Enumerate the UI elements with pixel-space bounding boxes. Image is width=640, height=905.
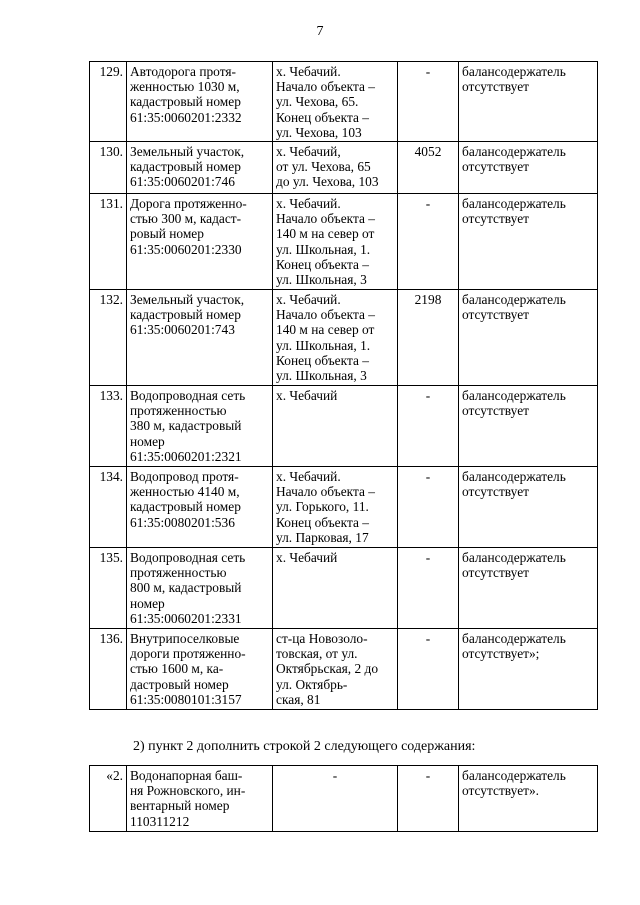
object-area: - [398, 386, 459, 467]
row-number: 135. [90, 548, 127, 629]
table-row [90, 467, 598, 548]
object-area: - [398, 467, 459, 548]
table-row [90, 62, 598, 142]
object-name: Водопроводная сеть протяженностью 380 м, кадастровый номер 61:35:0060201:2321 [127, 386, 273, 467]
table-row [90, 548, 598, 629]
object-name: Водопроводная сеть протяженностью 800 м, кадастровый номер 61:35:0060201:2331 [127, 548, 273, 629]
balance-holder: балансодержатель отсутствует [459, 386, 598, 467]
object-location: х. Чебачий [273, 548, 398, 629]
row-number: 134. [90, 467, 127, 548]
object-name: Дорога протяженно- стью 300 м, кадаст- ровый номер 61:35:0060201:2330 [127, 194, 273, 290]
object-name: Земельный участок, кадастровый номер 61:35:0060201:746 [127, 142, 273, 194]
balance-holder: балансодержатель отсутствует [459, 548, 598, 629]
balance-holder: балансодержатель отсутствует [459, 194, 598, 290]
object-location: х. Чебачий. Начало объекта – 140 м на север от ул. Школьная, 1. Конец объекта – ул. Школьная, 3 [273, 194, 398, 290]
row-number: 136. [90, 629, 127, 710]
added-row-table [89, 765, 598, 832]
object-location: ст-ца Новозоло- товская, от ул. Октябрьская, 2 до ул. Октябрь- ская, 81 [273, 629, 398, 710]
row-number: «2. [90, 766, 127, 832]
object-location: - [273, 766, 398, 832]
object-name: Водонапорная баш- ня Рожновского, ин- вентарный номер 110311212 [127, 766, 273, 832]
table-row [90, 629, 598, 710]
object-location: х. Чебачий, от ул. Чехова, 65 до ул. Чехова, 103 [273, 142, 398, 194]
row-number: 129. [90, 62, 127, 142]
object-location: х. Чебачий. Начало объекта – ул. Чехова, 65. Конец объекта – ул. Чехова, 103 [273, 62, 398, 142]
balance-holder: балансодержатель отсутствует». [459, 766, 598, 832]
object-name: Внутрипоселковые дороги протяженно- стью 1600 м, ка- дастровый номер 61:35:0080101:3157 [127, 629, 273, 710]
object-area: 4052 [398, 142, 459, 194]
balance-holder: балансодержатель отсутствует [459, 142, 598, 194]
table-row [90, 194, 598, 290]
object-location: х. Чебачий [273, 386, 398, 467]
table-row [90, 386, 598, 467]
object-location: х. Чебачий. Начало объекта – ул. Горького, 11. Конец объекта – ул. Парковая, 17 [273, 467, 398, 548]
row-number: 130. [90, 142, 127, 194]
amendment-instruction: 2) пункт 2 дополнить строкой 2 следующего содержания: [133, 739, 476, 754]
row-number: 132. [90, 290, 127, 386]
balance-holder: балансодержатель отсутствует»; [459, 629, 598, 710]
object-name: Водопровод протя- женностью 4140 м, кадастровый номер 61:35:0080201:536 [127, 467, 273, 548]
table-row [90, 290, 598, 386]
table-row [90, 142, 598, 194]
object-area: 2198 [398, 290, 459, 386]
page-number: 7 [316, 24, 324, 39]
object-area: - [398, 629, 459, 710]
object-location: х. Чебачий. Начало объекта – 140 м на север от ул. Школьная, 1. Конец объекта – ул. Школьная, 3 [273, 290, 398, 386]
object-name: Автодорога протя- женностью 1030 м, кадастровый номер 61:35:0060201:2332 [127, 62, 273, 142]
property-table [89, 61, 598, 710]
balance-holder: балансодержатель отсутствует [459, 290, 598, 386]
object-area: - [398, 766, 459, 832]
object-area: - [398, 548, 459, 629]
row-number: 131. [90, 194, 127, 290]
row-number: 133. [90, 386, 127, 467]
balance-holder: балансодержатель отсутствует [459, 467, 598, 548]
balance-holder: балансодержатель отсутствует [459, 62, 598, 142]
object-name: Земельный участок, кадастровый номер 61:35:0060201:743 [127, 290, 273, 386]
object-area: - [398, 194, 459, 290]
table-row [90, 766, 598, 832]
object-area: - [398, 62, 459, 142]
